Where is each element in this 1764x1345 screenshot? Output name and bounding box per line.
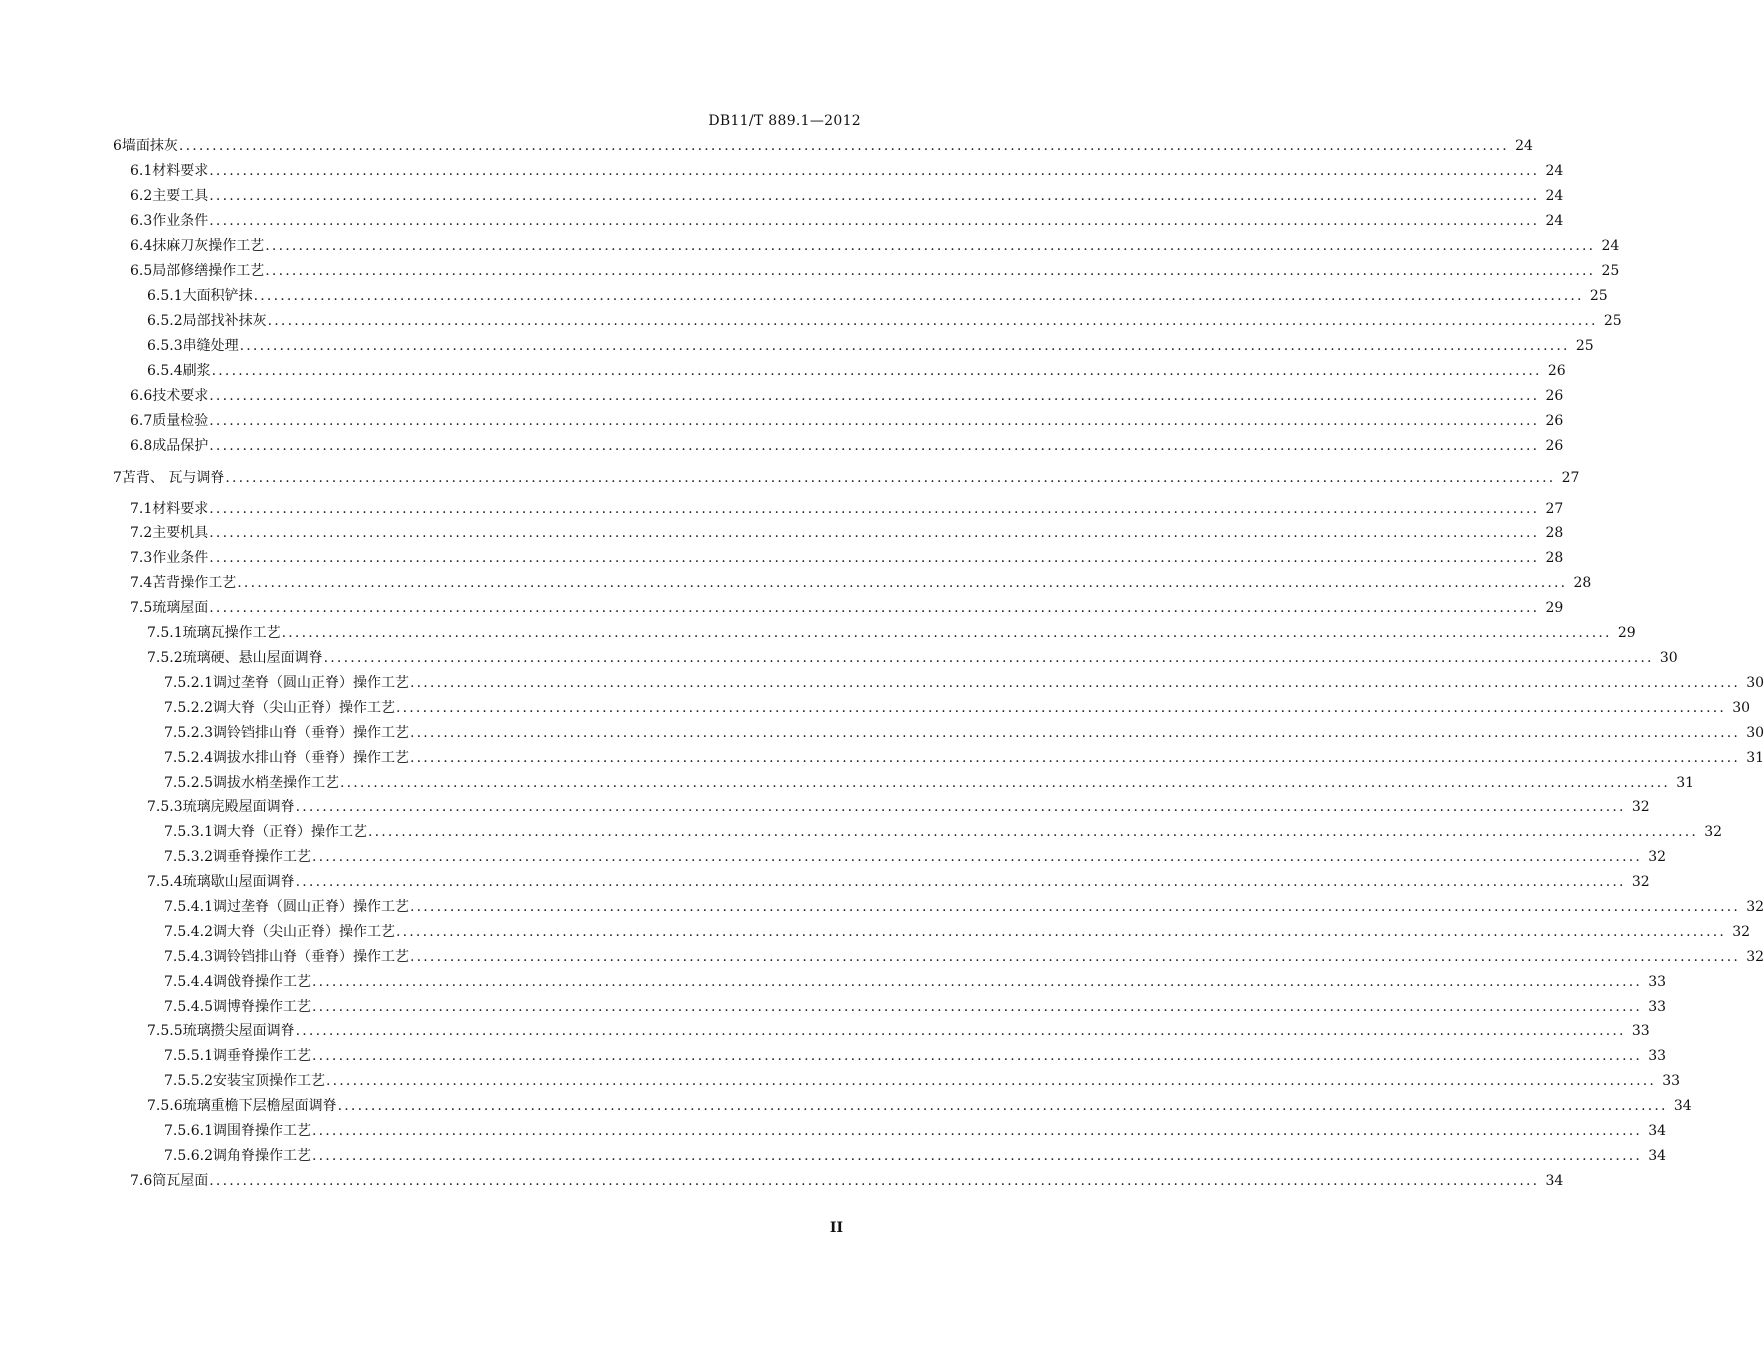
toc-entry-number: 7.5.3.1 xyxy=(164,824,213,840)
toc-entry-title: 琉璃庑殿屋面调脊 xyxy=(182,799,295,815)
toc-entry-title: 琉璃屋面 xyxy=(152,600,209,616)
toc-entry[interactable] xyxy=(130,412,1564,430)
toc-entry-page: 24 xyxy=(1545,213,1564,229)
toc-entry-title: 作业条件 xyxy=(152,213,209,229)
toc-entry[interactable] xyxy=(164,973,1667,991)
toc-entry-title: 材料要求 xyxy=(152,501,209,517)
toc-entry-number: 7.5.4.3 xyxy=(164,949,213,965)
toc-entry-number: 7.5.3.2 xyxy=(164,849,213,865)
toc-dot-leader: ........................................................................................................................................................................................................ xyxy=(409,725,1741,741)
toc-dot-leader: ........................................................................................................................................................................................................ xyxy=(209,438,1540,454)
toc-entry[interactable] xyxy=(164,898,1764,916)
toc-entry-page: 34 xyxy=(1648,1148,1667,1164)
toc-entry[interactable] xyxy=(164,1072,1681,1090)
toc-entry[interactable] xyxy=(164,674,1764,692)
toc-entry-page: 34 xyxy=(1648,1123,1667,1139)
toc-entry[interactable] xyxy=(130,237,1620,255)
toc-entry-title: 局部修缮操作工艺 xyxy=(152,263,265,279)
toc-dot-leader: ........................................................................................................................................................................................................ xyxy=(323,650,1654,666)
toc-entry[interactable] xyxy=(130,437,1564,455)
toc-entry-page: 34 xyxy=(1673,1098,1692,1114)
toc-dot-leader: ........................................................................................................................................................................................................ xyxy=(209,600,1540,616)
toc-entry-title: 调大脊（正脊）操作工艺 xyxy=(212,824,367,840)
toc-entry-number: 7.5.4.5 xyxy=(164,999,213,1015)
toc-entry[interactable] xyxy=(164,749,1764,767)
toc-entry[interactable] xyxy=(164,823,1723,841)
toc-entry-page: 31 xyxy=(1676,775,1695,791)
toc-entry[interactable] xyxy=(130,212,1564,230)
toc-dot-leader: ........................................................................................................................................................................................................ xyxy=(295,799,1626,815)
toc-entry-page: 28 xyxy=(1545,550,1564,566)
toc-entry-page: 33 xyxy=(1648,999,1667,1015)
toc-entry[interactable] xyxy=(113,137,1533,155)
toc-entry-number: 6.3 xyxy=(130,213,153,229)
toc-entry[interactable] xyxy=(130,524,1564,542)
toc-entry-number: 6.5.1 xyxy=(147,288,183,304)
toc-entry-title: 质量检验 xyxy=(152,413,209,429)
toc-entry-title: 调过垄脊（圆山正脊）操作工艺 xyxy=(212,675,409,691)
toc-entry[interactable] xyxy=(164,848,1667,866)
toc-entry[interactable] xyxy=(130,574,1592,592)
toc-entry-title: 主要机具 xyxy=(152,525,209,541)
toc-entry-number: 7.5.5 xyxy=(147,1023,183,1039)
toc-entry-title: 琉璃瓦操作工艺 xyxy=(182,625,281,641)
toc-dot-leader: ........................................................................................................................................................................................................ xyxy=(325,1073,1657,1089)
toc-entry-title: 调铃铛排山脊（垂脊）操作工艺 xyxy=(212,949,409,965)
toc-entry-title: 调大脊（尖山正脊）操作工艺 xyxy=(212,700,395,716)
toc-dot-leader: ........................................................................................................................................................................................................ xyxy=(211,363,1542,379)
toc-entry-title: 大面积铲抹 xyxy=(182,288,253,304)
toc-entry-title: 调过垄脊（圆山正脊）操作工艺 xyxy=(212,899,409,915)
toc-dot-leader: ........................................................................................................................................................................................................ xyxy=(311,1148,1643,1164)
toc-entry-number: 7.5.4.2 xyxy=(164,924,213,940)
toc-dot-leader: ........................................................................................................................................................................................................ xyxy=(337,1098,1668,1114)
toc-entry[interactable] xyxy=(164,1047,1667,1065)
toc-dot-leader: ........................................................................................................................................................................................................ xyxy=(209,501,1540,517)
toc-entry-page: 26 xyxy=(1545,388,1564,404)
toc-entry-page: 29 xyxy=(1545,600,1564,616)
toc-dot-leader: ........................................................................................................................................................................................................ xyxy=(209,213,1540,229)
toc-entry-number: 7.5.6 xyxy=(147,1098,183,1114)
toc-dot-leader: ........................................................................................................................................................................................................ xyxy=(409,675,1741,691)
toc-entry-number: 6.8 xyxy=(130,438,153,454)
toc-entry-title: 成品保护 xyxy=(152,438,209,454)
toc-dot-leader: ........................................................................................................................................................................................................ xyxy=(209,388,1540,404)
toc-entry[interactable] xyxy=(164,948,1764,966)
toc-entry-title: 抹麻刀灰操作工艺 xyxy=(152,238,265,254)
toc-dot-leader: ........................................................................................................................................................................................................ xyxy=(409,899,1741,915)
toc-entry-title: 调拔水梢垄操作工艺 xyxy=(212,775,339,791)
toc-entry-title: 局部找补抹灰 xyxy=(182,313,267,329)
toc-dot-leader: ........................................................................................................................................................................................................ xyxy=(253,288,1584,304)
toc-entry[interactable] xyxy=(113,469,1580,487)
toc-entry[interactable] xyxy=(147,287,1608,305)
toc-entry-title: 主要工具 xyxy=(152,188,209,204)
toc-entry[interactable] xyxy=(147,1022,1650,1040)
toc-entry-page: 27 xyxy=(1545,501,1564,517)
toc-entry-number: 7.5.4 xyxy=(147,874,183,890)
toc-entry[interactable] xyxy=(147,873,1650,891)
toc-entry-title: 调垂脊操作工艺 xyxy=(212,1048,311,1064)
toc-entry[interactable] xyxy=(164,1122,1667,1140)
toc-entry-number: 6.6 xyxy=(130,388,153,404)
toc-entry-page: 25 xyxy=(1575,338,1594,354)
toc-entry[interactable] xyxy=(164,923,1751,941)
toc-dot-leader: ........................................................................................................................................................................................................ xyxy=(209,525,1540,541)
toc-entry-number: 7.5.6.2 xyxy=(164,1148,213,1164)
toc-dot-leader: ........................................................................................................................................................................................................ xyxy=(295,874,1626,890)
toc-entry-number: 7.2 xyxy=(130,525,153,541)
toc-entry-number: 7.5.6.1 xyxy=(164,1123,213,1139)
toc-entry[interactable] xyxy=(130,262,1620,280)
toc-entry-number: 6.4 xyxy=(130,238,153,254)
toc-dot-leader: ........................................................................................................................................................................................................ xyxy=(178,138,1509,154)
toc-entry-number: 7.3 xyxy=(130,550,153,566)
toc-entry-title: 筒瓦屋面 xyxy=(152,1173,209,1189)
toc-entry-number: 6.7 xyxy=(130,413,153,429)
toc-entry[interactable] xyxy=(130,500,1564,518)
toc-entry-title: 作业条件 xyxy=(152,550,209,566)
toc-entry[interactable] xyxy=(130,599,1564,617)
toc-entry-title: 调铃铛排山脊（垂脊）操作工艺 xyxy=(212,725,409,741)
toc-entry[interactable] xyxy=(164,724,1764,742)
toc-entry-page: 32 xyxy=(1631,874,1650,890)
toc-entry-page: 32 xyxy=(1746,949,1764,965)
toc-entry-number: 7.5.2.4 xyxy=(164,750,213,766)
toc-dot-leader: ........................................................................................................................................................................................................ xyxy=(409,750,1741,766)
toc-entry-number: 6 xyxy=(113,138,122,154)
toc-entry-number: 6.2 xyxy=(130,188,153,204)
toc-entry-page: 28 xyxy=(1573,575,1592,591)
toc-entry[interactable] xyxy=(147,1097,1692,1115)
toc-entry-page: 25 xyxy=(1603,313,1622,329)
toc-entry[interactable] xyxy=(164,1147,1667,1165)
toc-dot-leader: ........................................................................................................................................................................................................ xyxy=(265,263,1596,279)
toc-entry-title: 刷浆 xyxy=(182,363,211,379)
toc-entry-page: 24 xyxy=(1545,163,1564,179)
toc-dot-leader: ........................................................................................................................................................................................................ xyxy=(267,313,1598,329)
toc-dot-leader: ........................................................................................................................................................................................................ xyxy=(311,1048,1643,1064)
toc-entry[interactable] xyxy=(130,1172,1564,1190)
toc-dot-leader: ........................................................................................................................................................................................................ xyxy=(395,700,1727,716)
toc-entry-number: 6.5 xyxy=(130,263,153,279)
toc-entry-number: 7.5.3 xyxy=(147,799,183,815)
toc-entry-page: 32 xyxy=(1648,849,1667,865)
toc-entry-title: 材料要求 xyxy=(152,163,209,179)
toc-entry-page: 33 xyxy=(1648,974,1667,990)
toc-dot-leader: ........................................................................................................................................................................................................ xyxy=(209,163,1540,179)
toc-dot-leader: ........................................................................................................................................................................................................ xyxy=(367,824,1699,840)
toc-dot-leader: ........................................................................................................................................................................................................ xyxy=(311,999,1643,1015)
toc-dot-leader: ........................................................................................................................................................................................................ xyxy=(239,338,1570,354)
toc-entry-number: 7 xyxy=(113,470,122,486)
toc-dot-leader: ........................................................................................................................................................................................................ xyxy=(225,470,1556,486)
toc-entry-title: 苫背操作工艺 xyxy=(152,575,237,591)
toc-entry-number: 7.5.5.2 xyxy=(164,1073,213,1089)
toc-entry-number: 7.5.2.1 xyxy=(164,675,213,691)
toc-entry-title: 调大脊（尖山正脊）操作工艺 xyxy=(212,924,395,940)
toc-entry-title: 墙面抹灰 xyxy=(121,138,178,154)
toc-entry-title: 调垂脊操作工艺 xyxy=(212,849,311,865)
toc-entry-title: 调围脊操作工艺 xyxy=(212,1123,311,1139)
document-code-header: DB11/T 889.1—2012 xyxy=(708,113,861,129)
toc-entry[interactable] xyxy=(130,187,1564,205)
toc-dot-leader: ........................................................................................................................................................................................................ xyxy=(209,188,1540,204)
toc-entry-page: 28 xyxy=(1545,525,1564,541)
toc-entry-number: 7.5.1 xyxy=(147,625,183,641)
toc-dot-leader: ........................................................................................................................................................................................................ xyxy=(311,974,1643,990)
toc-entry-page: 26 xyxy=(1545,413,1564,429)
toc-entry-number: 7.5 xyxy=(130,600,153,616)
toc-entry-title: 调拔水排山脊（垂脊）操作工艺 xyxy=(212,750,409,766)
page-number-footer: II xyxy=(829,1220,843,1236)
toc-entry[interactable] xyxy=(130,549,1564,567)
toc-entry[interactable] xyxy=(164,998,1667,1016)
toc-entry[interactable] xyxy=(164,699,1751,717)
toc-dot-leader: ........................................................................................................................................................................................................ xyxy=(237,575,1568,591)
toc-entry-number: 6.5.3 xyxy=(147,338,183,354)
toc-dot-leader: ........................................................................................................................................................................................................ xyxy=(311,849,1643,865)
toc-entry-title: 琉璃歇山屋面调脊 xyxy=(182,874,295,890)
toc-entry-title: 安装宝顶操作工艺 xyxy=(212,1073,325,1089)
toc-entry-page: 25 xyxy=(1589,288,1608,304)
toc-dot-leader: ........................................................................................................................................................................................................ xyxy=(209,413,1540,429)
toc-entry-number: 7.5.2.5 xyxy=(164,775,213,791)
toc-entry-page: 24 xyxy=(1601,238,1620,254)
toc-entry-number: 7.1 xyxy=(130,501,153,517)
toc-entry-page: 24 xyxy=(1515,138,1533,154)
toc-entry-page: 26 xyxy=(1545,438,1564,454)
toc-entry[interactable] xyxy=(147,624,1636,642)
toc-entry[interactable] xyxy=(147,362,1566,380)
toc-entry-title: 调角脊操作工艺 xyxy=(212,1148,311,1164)
toc-entry[interactable] xyxy=(130,387,1564,405)
toc-entry-title: 调戗脊操作工艺 xyxy=(212,974,311,990)
toc-entry-title: 技术要求 xyxy=(152,388,209,404)
toc-entry-page: 26 xyxy=(1547,363,1566,379)
toc-entry[interactable] xyxy=(164,774,1695,792)
toc-entry-page: 31 xyxy=(1746,750,1764,766)
toc-entry-number: 6.1 xyxy=(130,163,153,179)
toc-entry-number: 7.5.2.2 xyxy=(164,700,213,716)
toc-entry-title: 琉璃硬、悬山屋面调脊 xyxy=(182,650,323,666)
toc-entry-page: 30 xyxy=(1659,650,1678,666)
toc-entry[interactable] xyxy=(130,162,1564,180)
toc-entry-page: 33 xyxy=(1648,1048,1667,1064)
toc-entry-number: 6.5.4 xyxy=(147,363,183,379)
toc-entry-number: 7.5.2 xyxy=(147,650,183,666)
toc-dot-leader: ........................................................................................................................................................................................................ xyxy=(281,625,1612,641)
toc-entry[interactable] xyxy=(147,337,1594,355)
toc-entry-title: 串缝处理 xyxy=(182,338,239,354)
toc-entry-title: 苫背、 瓦与调脊 xyxy=(121,470,225,486)
toc-entry-page: 34 xyxy=(1545,1173,1564,1189)
toc-entry[interactable] xyxy=(147,649,1678,667)
toc-entry[interactable] xyxy=(147,798,1650,816)
toc-entry-page: 30 xyxy=(1746,725,1764,741)
toc-entry-number: 6.5.2 xyxy=(147,313,183,329)
toc-entry-page: 33 xyxy=(1662,1073,1681,1089)
toc-dot-leader: ........................................................................................................................................................................................................ xyxy=(395,924,1727,940)
toc-dot-leader: ........................................................................................................................................................................................................ xyxy=(311,1123,1643,1139)
toc-dot-leader: ........................................................................................................................................................................................................ xyxy=(209,1173,1540,1189)
toc-entry-page: 32 xyxy=(1732,924,1751,940)
toc-entry-page: 25 xyxy=(1601,263,1620,279)
toc-dot-leader: ........................................................................................................................................................................................................ xyxy=(295,1023,1626,1039)
toc-entry-title: 调博脊操作工艺 xyxy=(212,999,311,1015)
toc-dot-leader: ........................................................................................................................................................................................................ xyxy=(209,550,1540,566)
toc-entry-page: 29 xyxy=(1617,625,1636,641)
toc-dot-leader: ........................................................................................................................................................................................................ xyxy=(409,949,1741,965)
toc-entry-page: 30 xyxy=(1746,675,1764,691)
toc-entry-page: 24 xyxy=(1545,188,1564,204)
toc-dot-leader: ........................................................................................................................................................................................................ xyxy=(265,238,1596,254)
toc-entry-number: 7.6 xyxy=(130,1173,153,1189)
toc-entry-page: 32 xyxy=(1704,824,1723,840)
toc-entry-page: 33 xyxy=(1631,1023,1650,1039)
toc-entry-page: 27 xyxy=(1561,470,1580,486)
toc-entry[interactable] xyxy=(147,312,1622,330)
toc-entry-title: 琉璃攒尖屋面调脊 xyxy=(182,1023,295,1039)
toc-entry-number: 7.4 xyxy=(130,575,153,591)
toc-entry-title: 琉璃重檐下层檐屋面调脊 xyxy=(182,1098,337,1114)
toc-entry-page: 30 xyxy=(1732,700,1751,716)
toc-entry-number: 7.5.4.4 xyxy=(164,974,213,990)
toc-entry-page: 32 xyxy=(1631,799,1650,815)
toc-entry-page: 32 xyxy=(1746,899,1764,915)
toc-entry-number: 7.5.5.1 xyxy=(164,1048,213,1064)
toc-entry-number: 7.5.2.3 xyxy=(164,725,213,741)
toc-entry-number: 7.5.4.1 xyxy=(164,899,213,915)
toc-dot-leader: ........................................................................................................................................................................................................ xyxy=(339,775,1671,791)
